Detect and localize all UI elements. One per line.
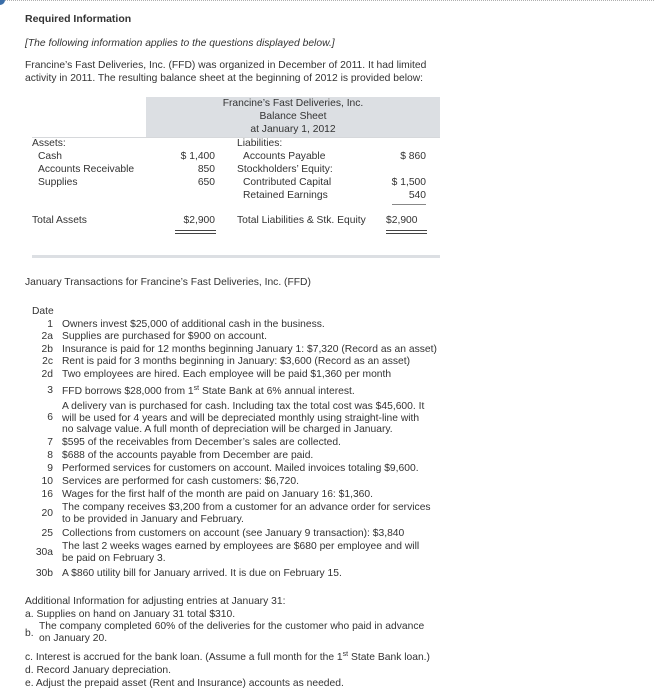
ap-label: Accounts Payable [243, 151, 326, 162]
tx-desc: Services are performed for cash customers: $6,720. [62, 476, 299, 487]
bs-date: at January 1, 2012 [250, 124, 336, 135]
corner-accent [0, 0, 5, 5]
tx-desc [62, 401, 424, 436]
tx-text: FFD borrows $28,000 from 1 [62, 386, 194, 397]
tx-desc: Owners invest $25,000 of additional cash in the business. [62, 319, 325, 330]
asset-supplies-label: Supplies [38, 177, 78, 188]
tx-date: 7 [47, 437, 53, 448]
tx-desc [62, 502, 431, 525]
tx-desc [62, 541, 419, 564]
transactions-heading: January Transactions for Francine’s Fast Deliveries, Inc. (FFD) [25, 277, 311, 288]
retained-earnings-value: 540 [408, 190, 426, 201]
tx-date: 6 [47, 412, 53, 423]
tx-date: 2d [41, 369, 53, 380]
total-liab-label: Total Liabilities & Stk. Equity [237, 215, 366, 226]
asset-supplies-value: 650 [197, 177, 215, 188]
bs-company: Francine’s Fast Deliveries, Inc. [222, 98, 364, 109]
total-assets-double-underline [175, 230, 216, 231]
tx-line: be paid on February 3. [62, 552, 166, 564]
tx-date: 9 [47, 463, 53, 474]
tx-line: to be provided in January and February. [62, 513, 244, 525]
tx-date: 10 [41, 476, 53, 487]
info-note: [The following information applies to the questions displayed below.] [25, 38, 335, 49]
tx-date: 8 [47, 450, 53, 461]
adjusting-text: State Bank loan.) [348, 652, 430, 663]
tx-line: The company receives $3,200 from a customer for an advance order for services [62, 502, 431, 513]
stockholders-label: Stockholders’ Equity: [237, 164, 333, 175]
tx-desc [62, 386, 355, 398]
tx-date: 30a [35, 547, 53, 558]
total-liab-double-underline [386, 230, 427, 231]
adjusting-item-d: d. Record January depreciation. [25, 665, 171, 676]
adjusting-line: on January 20. [39, 633, 108, 644]
liabilities-label: Liabilities: [237, 138, 283, 149]
adjusting-heading: Additional Information for adjusting entries at January 31: [25, 596, 286, 607]
asset-cash-value: $ 1,400 [180, 151, 215, 162]
ap-value: $ 860 [400, 151, 426, 162]
total-assets-double-underline [175, 233, 216, 234]
asset-cash-label: Cash [38, 151, 63, 162]
total-assets-label: Total Assets [32, 215, 87, 226]
tx-text: State Bank at 6% annual interest. [199, 386, 355, 397]
tx-date: 2b [41, 344, 53, 355]
intro-paragraph [25, 60, 426, 85]
tx-desc: Performed services for customers on account. Mailed invoices totaling $9,600. [62, 463, 419, 474]
tx-desc: $688 of the accounts payable from December are paid. [62, 450, 314, 461]
bs-divider [32, 137, 440, 138]
tx-date: 20 [41, 508, 53, 519]
tx-desc: Supplies are purchased for $900 on account. [62, 331, 267, 342]
retained-earnings-label: Retained Earnings [243, 190, 328, 201]
tx-line: will be used for 4 years and will be depreciated monthly using straight-line with [62, 412, 420, 424]
date-column-label: Date [32, 306, 54, 317]
adjusting-item-b [39, 621, 424, 645]
tx-line: The last 2 weeks wages earned by employees are $680 per employee and will [62, 541, 420, 552]
adjusting-sup: st [342, 651, 349, 658]
adjusting-text: c. Interest is accrued for the bank loan. (Assume a full month for the 1 [25, 652, 343, 663]
tx-desc: Rent is paid for 3 months beginning in January: $3,600 (Record as an asset) [62, 356, 411, 367]
adjusting-item-b-letter: b. [25, 628, 34, 639]
asset-ar-value: 850 [197, 164, 215, 175]
tx-date: 25 [41, 528, 53, 539]
tx-desc: Two employees are hired. Each employee will be paid $1,360 per month [62, 369, 392, 380]
assets-label: Assets: [32, 138, 66, 149]
adjusting-item-a: a. Supplies on hand on January 31 total $310. [25, 609, 236, 620]
contributed-capital-value: $ 1,500 [391, 177, 426, 188]
intro-line: activity in 2011. The resulting balance sheet at the beginning of 2012 is provided below: [25, 72, 424, 84]
total-assets-value: $2,900 [183, 215, 215, 226]
total-liab-double-underline [386, 233, 427, 234]
tx-date: 3 [47, 385, 53, 396]
section-title: Required Information [25, 13, 132, 25]
equity-underline [392, 204, 426, 205]
adjusting-item-c [25, 652, 430, 663]
tx-desc: Wages for the first half of the month are paid on January 16: $1,360. [62, 489, 373, 500]
tx-sup: st [193, 385, 200, 392]
intro-line: Francine’s Fast Deliveries, Inc. (FFD) was organized in December of 2011. It had limited [25, 60, 427, 71]
tx-line: A delivery van is purchased for cash. Including tax the total cost was $45,600. It [62, 401, 425, 412]
adjusting-item-e: e. Adjust the prepaid asset (Rent and Insurance) accounts as needed. [25, 678, 344, 689]
bs-bottom-shade [32, 255, 440, 258]
bs-title: Balance Sheet [259, 111, 327, 122]
asset-ar-label: Accounts Receivable [38, 164, 135, 175]
tx-desc: A $860 utility bill for January arrived. It is due on February 15. [62, 568, 342, 579]
tx-date: 16 [41, 489, 53, 500]
tx-date: 2a [41, 331, 53, 342]
tx-date: 30b [35, 568, 53, 579]
tx-desc: Insurance is paid for 12 months beginning January 1: $7,320 (Record as an asset) [62, 344, 437, 355]
contributed-capital-label: Contributed Capital [243, 177, 332, 188]
tx-desc: Collections from customers on account (see January 9 transaction): $3,840 [62, 528, 405, 539]
top-border [0, 0, 654, 1]
total-liab-value: $2,900 [386, 215, 418, 226]
adjusting-line: The company completed 60% of the deliveries for the customer who paid in advance [39, 621, 425, 632]
tx-date: 2c [42, 356, 53, 367]
tx-line: no salvage value. A full month of depreciation will be charged in January. [62, 424, 393, 436]
tx-desc: $595 of the receivables from December’s sales are collected. [62, 437, 341, 448]
tx-date: 1 [47, 319, 53, 330]
